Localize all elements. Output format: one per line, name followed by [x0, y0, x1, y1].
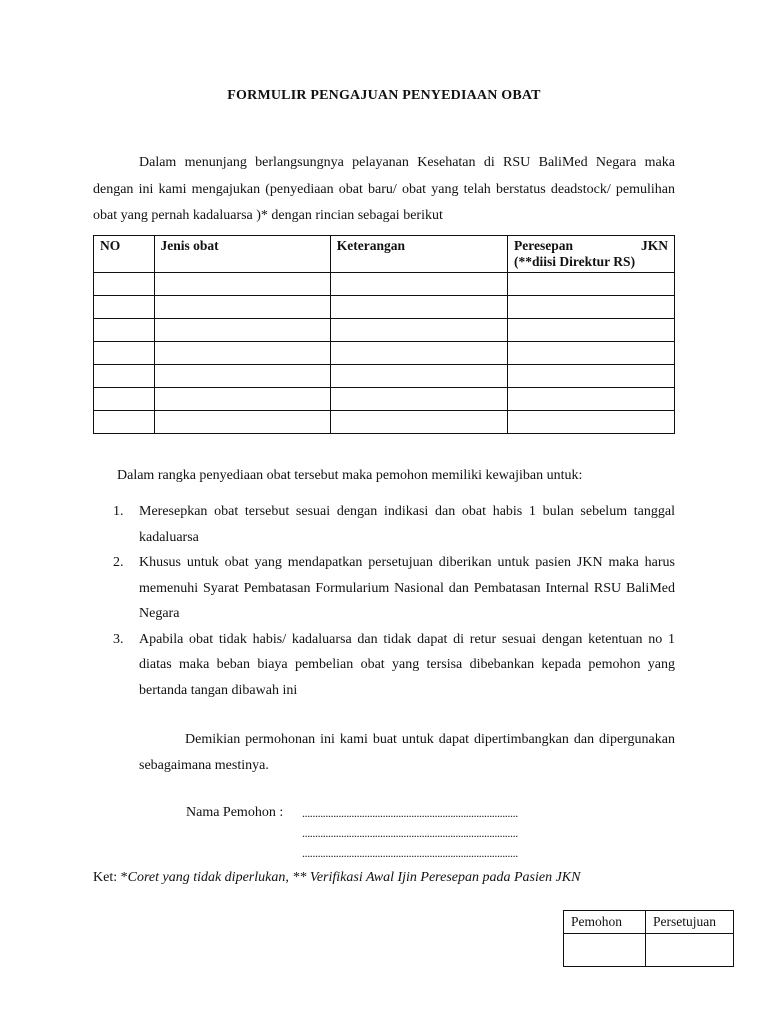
cell-no[interactable] [94, 296, 155, 319]
table-row [94, 319, 675, 342]
header-peresepan-note: (**diisi Direktur RS) [514, 254, 636, 269]
obligation-text: Khusus untuk obat yang mendapatkan persetujuan diberikan untuk pasien JKN maka harus memenuhi Syarat Pembatasan Formularium Nasional dan Pembatasan Internal RSU BaliMed Negara [139, 555, 675, 621]
signer-label: Nama Pemohon : [186, 805, 284, 820]
cell-jenis-obat[interactable] [154, 365, 330, 388]
obligation-number: 2. [113, 555, 124, 570]
closing-paragraph: Demikian permohonan ini kami buat untuk dapat dipertimbangkan dan dipergunakan sebagaimana mestinya. [139, 732, 675, 773]
medicine-table-body [94, 273, 675, 434]
cell-jenis-obat[interactable] [154, 273, 330, 296]
cell-peresepan-jkn[interactable] [508, 365, 675, 388]
footnote-text: Coret yang tidak diperlukan, ** Verifikasi Awal Ijin Peresepan pada Pasien JKN [127, 870, 581, 885]
signer-dotted-line[interactable]: ................................................................................... [302, 806, 518, 820]
approval-header-pemohon: Pemohon [564, 911, 646, 934]
header-peresepan-label: Peresepan [514, 238, 574, 253]
cell-keterangan[interactable] [330, 388, 507, 411]
obligation-text: Apabila obat tidak habis/ kadaluarsa dan tidak dapat di retur sesuai dengan ketentuan no 1 diatas maka beban biaya pembelian obat yang tersisa dibebankan kepada pemohon yang bertanda tangan dibawah ini [139, 631, 675, 698]
cell-peresepan-jkn[interactable] [508, 388, 675, 411]
obligation-number: 3. [113, 631, 124, 647]
obligation-intro: Dalam rangka penyediaan obat tersebut maka pemohon memiliki kewajiban untuk: [117, 468, 583, 483]
cell-no[interactable] [94, 365, 155, 388]
medicine-table-header [94, 236, 675, 273]
cell-jenis-obat[interactable] [154, 319, 330, 342]
cell-jenis-obat[interactable] [154, 296, 330, 319]
cell-no[interactable] [94, 411, 155, 434]
approval-cell-pemohon[interactable] [564, 934, 646, 967]
cell-keterangan[interactable] [330, 342, 507, 365]
cell-keterangan[interactable] [330, 365, 507, 388]
table-row [94, 365, 675, 388]
cell-peresepan-jkn[interactable] [508, 273, 675, 296]
footnote-prefix: Ket: * [93, 870, 128, 885]
header-jkn-label: JKN [641, 238, 668, 253]
obligation-number: 1. [113, 504, 124, 519]
header-no: NO [94, 236, 155, 273]
cell-keterangan[interactable] [330, 296, 507, 319]
page-title: FORMULIR PENGAJUAN PENYEDIAAN OBAT [227, 88, 541, 103]
obligation-item [93, 550, 675, 627]
cell-keterangan[interactable] [330, 319, 507, 342]
cell-keterangan[interactable] [330, 273, 507, 296]
cell-keterangan[interactable] [330, 411, 507, 434]
cell-peresepan-jkn[interactable] [508, 411, 675, 434]
intro-paragraph: Dalam menunjang berlangsungnya pelayanan Kesehatan di RSU BaliMed Negara maka dengan ini kami mengajukan (penyediaan obat baru/ obat yang telah berstatus deadstock/ pemulihan obat yang pernah kadaluarsa )* dengan rincian sebagai berikut [93, 155, 675, 223]
cell-peresepan-jkn[interactable] [508, 342, 675, 365]
obligation-list [93, 499, 675, 703]
footnote [93, 870, 580, 886]
table-row [94, 388, 675, 411]
cell-peresepan-jkn[interactable] [508, 319, 675, 342]
obligation-item [93, 627, 675, 704]
signer-dotted-line[interactable]: ................................................................................... [302, 846, 518, 860]
signer-dotted-line[interactable]: ................................................................................... [302, 826, 518, 840]
table-row [94, 273, 675, 296]
approval-header-persetujuan: Persetujuan [646, 911, 734, 934]
obligation-item [93, 499, 675, 550]
approval-table [563, 910, 734, 967]
cell-jenis-obat[interactable] [154, 342, 330, 365]
header-keterangan: Keterangan [330, 236, 507, 273]
obligation-text: Meresepkan obat tersebut sesuai dengan indikasi dan obat habis 1 bulan sebelum tanggal kadaluarsa [139, 504, 675, 545]
cell-peresepan-jkn[interactable] [508, 296, 675, 319]
signer-dots [302, 803, 518, 863]
cell-jenis-obat[interactable] [154, 411, 330, 434]
table-row [94, 296, 675, 319]
header-jenis-obat: Jenis obat [154, 236, 330, 273]
cell-no[interactable] [94, 273, 155, 296]
cell-no[interactable] [94, 342, 155, 365]
medicine-table [93, 235, 675, 434]
cell-jenis-obat[interactable] [154, 388, 330, 411]
table-row [94, 342, 675, 365]
cell-no[interactable] [94, 319, 155, 342]
table-row [94, 411, 675, 434]
cell-no[interactable] [94, 388, 155, 411]
approval-cell-persetujuan[interactable] [646, 934, 734, 967]
header-peresepan-jkn [508, 236, 675, 273]
